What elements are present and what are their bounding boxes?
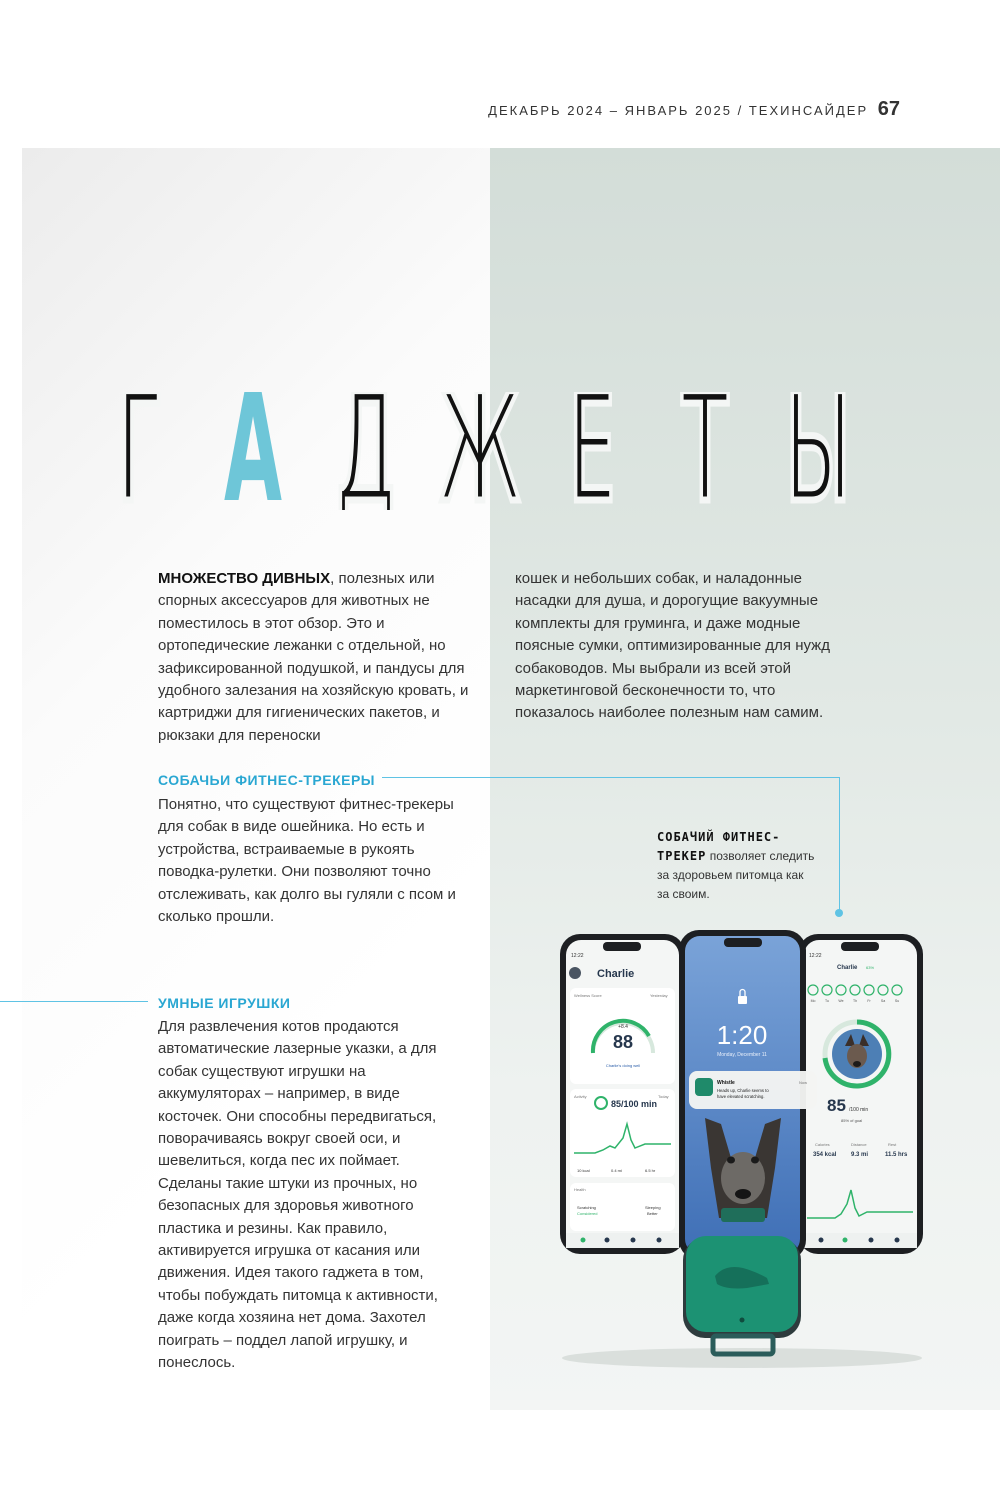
right-day-5: Fr [867, 999, 871, 1003]
right-day-1: Mo [810, 999, 816, 1003]
left-score: 88 [612, 1032, 634, 1052]
title-letter-6: Т [682, 392, 728, 510]
right-day-6: Sa [880, 999, 886, 1003]
title-svg [118, 392, 878, 510]
left-stat-2: 0.4 mi [611, 1168, 622, 1173]
page-header [488, 98, 900, 121]
left-sleeping: Sleeping [645, 1205, 661, 1210]
left-score-caption: Charlie's doing well [605, 1063, 641, 1068]
left-yesterday: Yesterday [650, 993, 668, 998]
section-body-toys: Для развлечения котов продаются автоматические лазерные указки, а для собак существуют игрушки на аккумуляторах – например, в виде косточек. Они способны передвигаться, поворачиваясь вокруг своей оси, и шевелиться, когда пес их поймает. Сделаны такие штуки из прочных, но безопасных для здоровья животного пластика и резины. Как правило, активируется игрушка от касания или движения. Идея такого гаджета в том, чтобы побуждать питомца к активности, даже когда хозяина нет дома. Захотел поиграть – поддел лапой игрушку, и понеслось. [158, 1018, 438, 1372]
left-activity-label: Activity [574, 1094, 587, 1099]
photo-caption [657, 828, 817, 904]
right-day-7: Su [894, 999, 900, 1003]
title-letter-5: Е [568, 392, 616, 510]
section-heading-fitness: СОБАЧЬИ ФИТНЕС-ТРЕКЕРЫ [158, 772, 376, 788]
tracker-device [683, 1236, 801, 1354]
left-delta: +8.4 [618, 1024, 628, 1030]
title-letter-4: Ж [439, 392, 521, 510]
left-stat-3: 6.5 hr [645, 1168, 656, 1173]
caption-bold: СОБАЧИЙ ФИТНЕС-ТРЕКЕР [657, 830, 781, 863]
intro-lead: МНОЖЕСТВО ДИВНЫХ [158, 570, 331, 587]
left-scratching-status: Considered [577, 1211, 598, 1216]
intro-right-column: кошек и небольших собак, и наладонные насадки для душа, и дорогущие вакуумные комплекты для груминга, и даже модные поясные сумки, оптимизированные для нужд собаководов. Мы выбрали из всей этой маркетинговой бесконечности то, что показалось наиболее полезным нам самим. [515, 570, 830, 722]
center-time: 1:20 [716, 1020, 768, 1050]
notif-text-1: Heads up, Charlie seems to [717, 1088, 769, 1093]
phone-left [560, 934, 685, 1254]
right-calories: 354 kcal [813, 1152, 837, 1158]
page-number: 67 [877, 98, 900, 120]
notif-when: Now [799, 1080, 808, 1085]
left-stat-1: 10 kcal [577, 1168, 590, 1173]
title-letter-1: Г [118, 392, 163, 510]
left-activity-value: 85/100 min [611, 1099, 658, 1109]
intro-left-column [158, 568, 493, 747]
page-title [118, 392, 878, 510]
left-scratching: Scratching [577, 1205, 596, 1210]
right-day-4: Th [852, 999, 858, 1003]
center-date: Monday, December 11 [717, 1052, 767, 1058]
intro-left-text: , полезных или спорных аксессуаров для животных не поместилось в этот обзор. Это и ортопедические лежанки с отдельной, но зафиксированной подушкой, и пандусы для удобного залезания на хозяйскую кровать, и картриджи для гигиенических пакетов, и рюкзаки для переноски [158, 570, 469, 744]
phone-center [679, 930, 817, 1260]
toys-rule-line [0, 1001, 148, 1002]
right-pet-name: Charlie [837, 965, 858, 971]
right-activity-unit: /100 min [849, 1107, 869, 1113]
section-body-fitness: Понятно, что существуют фитнес-трекеры для собак в виде ошейника. Но есть и устройства, встраиваемые в рукоять поводка-рулетки. Они позволяют точно отслеживать, как долго вы гуляли с псом и сколько прошли. [158, 796, 456, 926]
left-wellness-label: Wellness Score [574, 993, 602, 998]
callout-line-vertical [839, 777, 840, 912]
section-heading-toys: УМНЫЕ ИГРУШКИ [158, 995, 291, 1011]
left-pet-name: Charlie [597, 968, 635, 980]
title-letter-2: А [223, 392, 283, 510]
callout-line-horizontal [382, 777, 839, 778]
left-health-label: Health [574, 1187, 586, 1192]
right-rest: 11.5 hrs [885, 1152, 908, 1158]
left-time: 12:22 [571, 953, 584, 959]
notif-app: Whistle [717, 1080, 735, 1086]
right-day-2: Tu [825, 999, 829, 1003]
right-day-3: We [838, 999, 844, 1003]
right-battery: 63% [866, 965, 875, 970]
notif-text-2: have elevated scratching. [717, 1094, 765, 1099]
right-rest-label: Rest [888, 1142, 897, 1147]
caption-text: позволяет следить за здоровьем питомца как за своим. [657, 849, 815, 901]
left-sleeping-status: Better [647, 1211, 658, 1216]
right-time: 12:22 [809, 953, 822, 959]
right-distance: 9.3 mi [851, 1152, 869, 1158]
title-letter-3: Д [336, 392, 396, 510]
right-distance-label: Distance [851, 1142, 867, 1147]
title-letter-7: Ы [784, 392, 852, 510]
tracker-product-photo [555, 928, 930, 1368]
callout-dot [835, 909, 843, 917]
left-today: Today [658, 1094, 669, 1099]
issue-line: ДЕКАБРЬ 2024 – ЯНВАРЬ 2025 / ТЕХИНСАЙДЕР [488, 103, 869, 118]
right-calories-label: Calories [815, 1142, 830, 1147]
right-activity-value: 85 [827, 1096, 846, 1115]
right-goal: 85% of goal [841, 1118, 863, 1123]
